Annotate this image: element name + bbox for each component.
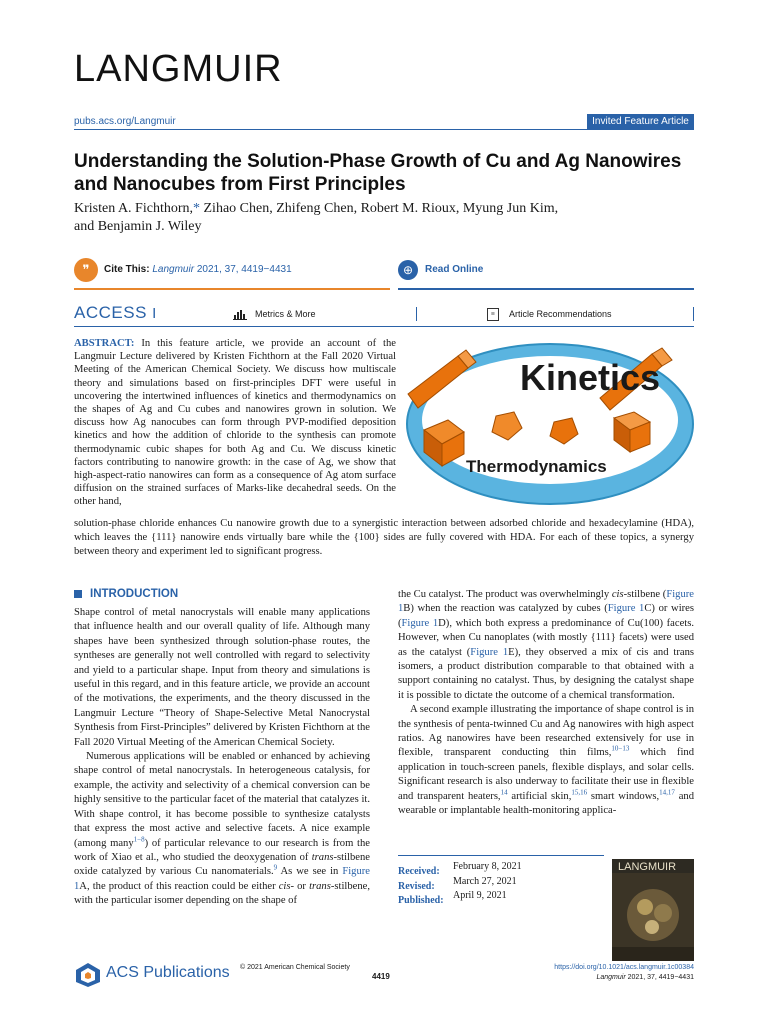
cite-journal: Langmuir [152,264,195,275]
c2-text: B) when the reaction was catalyzed by cubes ( [403,603,608,615]
abstract-body-a: In this feature article, we provide an account of the Langmuir Lecture delivered by Kristen Fichthorn at the Fall 2020 Virtual Meeting of the American Chemical Society. We discuss how multiscale theory and simulations based on first-principles DFT were useful in uncovering the intertwined influences of kinetics and thermodynamics on the shapes of Ag and Cu cubes and nanowires grown in solution. We discuss how Ag nanocubes can form through PVP-modified deposition kinetics and how the addition of chloride to the synthesis can promote thermodynamic cubic shapes for both Ag and Cu. We discuss kinetic factors contributing to nanowire growth: in the case of Ag, we show that high-aspect-ratio nanowires can form as a consequence of Ag atom surface diffusion on the strained surfaces of Marks-like decahedral seeds. On the other hand, [74,338,396,508]
published-label: Published: [398,895,444,906]
p2-text-f: - or [290,880,310,892]
p2-italic: trans [311,851,334,863]
revised-label: Revised: [398,881,435,892]
c2-text: smart windows, [587,790,660,802]
c2-text: D), which both express a predominance of Cu(100) facets. However, when Cu nanoplates (with mostly {111} facets) were used as the catalyst ( [398,617,694,658]
ref-link[interactable]: 14,17 [659,788,675,797]
c2-text: C) or wires ( [398,603,694,629]
authors-part-2: Zihao Chen, Zhifeng Chen, Robert M. Rioux, Myung Jun Kim, [200,201,559,216]
col2-paragraph-1 [398,588,694,703]
footer-journal: Langmuir [596,974,626,981]
p2-text-d: As we see in [277,866,343,878]
published-value: April 9, 2021 [453,890,507,901]
page-number: 4419 [372,972,390,981]
globe-icon[interactable]: ⊕ [398,260,418,280]
cite-this-link[interactable] [104,264,292,275]
cite-underline [74,288,390,290]
toc-word-thermodynamics: Thermodynamics [466,457,607,476]
intro-paragraph-1: Shape control of metal nanocrystals will enable many applications that influence health and our overall quality of life. Although many shapes have been synthesized through solution-phase routes, the syntheses are generally not well controlled with regard to selectivity and yield to a particular shape. Input from theory and simulations is useful in this regard, and in this feature article, we provide an account of the motivations, the experiments, and the theory discussed in the Langmuir Lecture “Theory of Shape-Selective Metal Nanocrystal Synthesis from First-Principles” delivered by Kristen Fichthorn at the Fall 2020 Virtual Meeting of the American Chemical Society. [74,607,370,748]
intro-column-1 [74,606,370,909]
c2-italic: cis [611,589,624,600]
figure-link[interactable]: Figure 1 [470,646,509,658]
article-title: Understanding the Solution-Phase Growth of Cu and Ag Nanowires and Nanocubes from First Principles [74,151,682,195]
figure-link[interactable]: Figure 1 [607,603,645,615]
doi-link[interactable]: https://doi.org/10.1021/acs.langmuir.1c00384 [554,964,694,971]
toc-graphic [404,338,694,510]
intro-paragraph-2 [74,750,370,908]
c2-text: E), they observed a mix of cis and trans isomers, a product distribution comparable to that obtained with a support containing no catalyst. Thus, by designing the catalyst shape it is possible to dictate the outcome of a chemical transformation. [398,646,694,701]
p2-text-c: -stilbene oxide catalyzed by various Cu nanomaterials. [74,851,370,878]
p2-text-b: ) of particular relevance to our research is from the work of Xiao et al., who studied the deoxygenation of [74,837,370,863]
article-type-badge: Invited Feature Article [587,114,694,129]
p2-italic: cis [278,880,291,892]
access-label: ACCESS I [74,303,157,322]
ref-link[interactable]: 9 [273,863,278,872]
p2-text-a: Numerous applications will be enabled or enhanced by achieving shape control of metal nanocrystals. In heterogeneous catalysis, for example, the activity and selectivity of a chemical conversion can be highly sensitive to the particular facet of the material that catalyzes it. With shape control, it has become possible to synthesize catalysts that express the most active and selective facets. A nice example (among many [74,751,370,849]
svg-text:LANGMUIR: LANGMUIR [618,861,677,873]
p2-text-g: -stilbene, with the particular isomer depending on the shape of [74,880,370,907]
header-divider [74,129,694,130]
authors-part-1: Kristen A. Fichthorn, [74,201,193,216]
document-icon[interactable]: ≡ [487,308,499,321]
divider-2 [693,307,694,321]
journal-name: LANGMUIR [74,48,283,90]
abstract-label: ABSTRACT: [74,338,135,349]
divider-1 [416,307,417,321]
journal-cover-image[interactable] [612,859,694,961]
quote-icon[interactable]: ❞ [74,258,98,282]
ref-link[interactable]: 14 [500,788,508,797]
abstract-text-continued: solution-phase chloride enhances Cu nanowire growth due to a synergistic interaction between adsorbed chloride and hexadecylamine (HDA), which leaves the {111} nanowire ends virtually bare while the {100} sides are fully covered with HDA. For each of these topics, a synergy between theory and experiment led to significant progress. [74,518,694,557]
intro-column-2 [398,588,694,819]
recommendations-link[interactable]: Article Recommendations [509,309,612,319]
c2-text: A second example illustrating the importance of shape control is in the synthesis of penta-twinned Cu and Ag nanowires with high aspect ratios. Ag nanowires have been researched extensively for use in flexible, transparent conducting thin films, [398,704,694,759]
revised-value: March 27, 2021 [453,876,517,887]
read-online-underline [398,288,694,290]
corresponding-author-mark[interactable]: * [193,201,200,216]
footer-citation [540,974,694,981]
published-date [398,890,444,908]
author-list [74,200,694,236]
figure-link[interactable]: Figure 1 [74,866,370,892]
access-text: ACCESS [74,303,147,322]
acs-logo-icon[interactable] [74,962,102,993]
metrics-link[interactable]: Metrics & More [255,309,316,319]
p2-italic: trans [309,880,331,892]
p2-text-e: A, the product of this reaction could be either [79,880,279,892]
dates-divider [398,855,604,856]
c2-text: which find application in touch-screen panels, flexible displays, and solar cells. Significant research is also underway to facilitate their use in flexible and transparent heaters, [398,747,694,802]
ref-link[interactable]: 10−13 [611,744,630,753]
c2-text: artificial skin, [507,790,572,802]
figure-link[interactable]: Figure 1 [401,617,439,629]
read-online-link[interactable]: Read Online [425,264,484,275]
section-marker-icon [74,590,82,598]
bar-chart-icon[interactable] [233,309,247,323]
received-value: February 8, 2021 [453,861,522,872]
received-label: Received: [398,866,440,877]
col2-paragraph-2 [398,703,694,818]
toc-word-kinetics: Kinetics [520,357,661,398]
cite-label: Cite This: [104,264,150,275]
publisher-name[interactable]: ACS Publications [106,964,230,981]
copyright-notice: © 2021 American Chemical Society [240,964,350,971]
c2-text: and wearable or implantable health-monitoring applica- [398,790,694,817]
cite-reference: 2021, 37, 4419−4431 [194,264,292,275]
authors-part-3: and Benjamin J. Wiley [74,219,202,234]
figure-link[interactable]: Figure 1 [398,589,694,615]
ref-link[interactable]: 1−8 [133,834,145,843]
c2-text: -stilbene ( [623,589,667,600]
footer-reference: 2021, 37, 4419−4431 [625,974,694,981]
ref-link[interactable]: 15,16 [571,788,588,797]
abstract-text [74,337,396,509]
journal-url-link[interactable]: pubs.acs.org/Langmuir [74,116,176,127]
section-heading-introduction: INTRODUCTION [90,588,179,600]
c2-text: the Cu catalyst. The product was overwhelmingly [398,589,612,600]
